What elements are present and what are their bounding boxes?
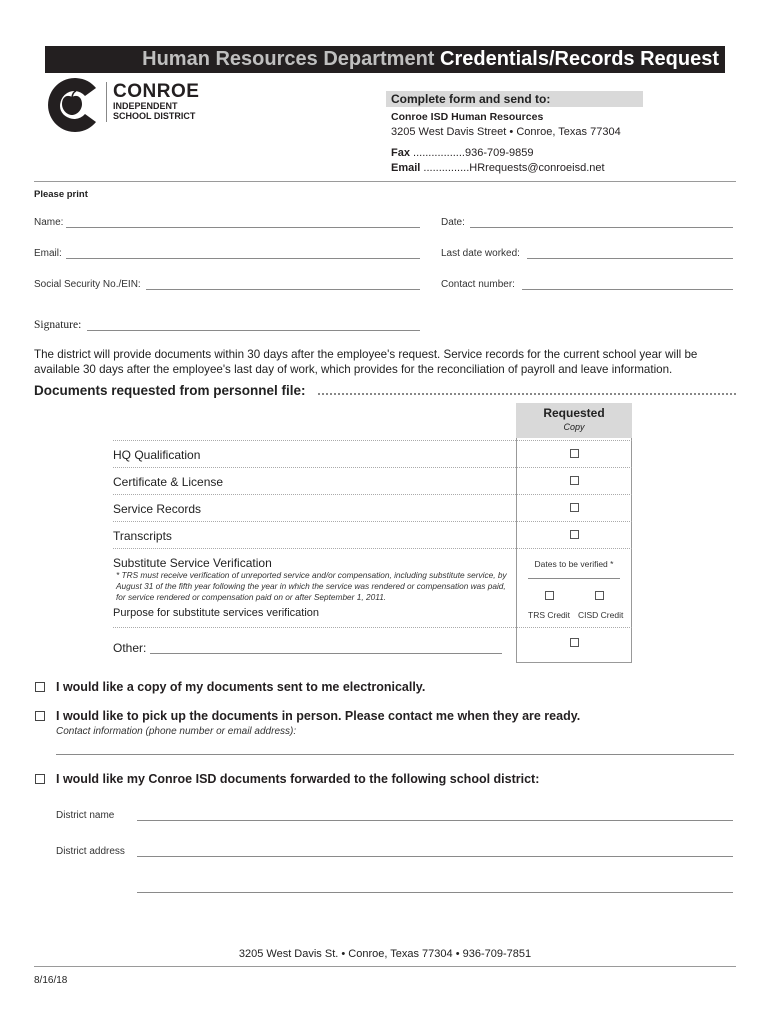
other-label: Other: [113, 641, 147, 655]
footer-divider [34, 966, 736, 967]
checkbox-transcripts[interactable] [570, 530, 579, 539]
checkbox-pickup[interactable] [35, 711, 45, 721]
row-divider [113, 467, 632, 468]
row-divider [113, 494, 632, 495]
ssn-field[interactable] [146, 279, 420, 290]
documents-heading: Documents requested from personnel file: [34, 383, 306, 398]
district-address-label: District address [56, 846, 125, 857]
doc-item-service-records: Service Records [113, 502, 202, 516]
checkbox-certificate-license[interactable] [570, 476, 579, 485]
checkbox-trs-credit[interactable] [545, 591, 554, 600]
purpose-label: Purpose for substitute services verification [113, 607, 320, 619]
doc-item-substitute-verification: Substitute Service Verification [113, 556, 272, 570]
last-date-label: Last date worked: [441, 248, 520, 259]
checkbox-cisd-credit[interactable] [595, 591, 604, 600]
processing-notice: The district will provide documents within 30 days after the employee's request. Service records for the current school year will be available 30 days after the employee's last day of work, which provides for the reconciliation of payroll and leave information. [34, 348, 698, 376]
please-print-label: Please print [34, 189, 88, 200]
revision-date: 8/16/18 [34, 975, 68, 986]
row-divider [113, 548, 632, 549]
requested-column-header: Requested Copy [516, 403, 632, 438]
contact-info-label: Contact information (phone number or email address): [56, 726, 297, 737]
date-field[interactable] [470, 217, 733, 228]
documents-heading-rule [318, 393, 736, 395]
title-form-name: Credentials/Records Request [440, 48, 719, 70]
signature-field[interactable] [87, 320, 420, 331]
send-to-heading: Complete form and send to: [386, 91, 643, 107]
district-name-field[interactable] [137, 810, 733, 821]
signature-label: Signature: [34, 319, 82, 331]
logo-divider [106, 82, 107, 122]
district-name-label: District name [56, 810, 115, 821]
date-label: Date: [441, 217, 465, 228]
contact-label: Contact number: [441, 279, 515, 290]
last-date-field[interactable] [527, 248, 733, 259]
header-divider [34, 181, 736, 182]
district-address-field-2[interactable] [137, 882, 733, 893]
district-address-field[interactable] [137, 846, 733, 857]
substitute-note: * TRS must receive verification of unreported service and/or compensation, including substitute service, by August 31 of the fifth year following the year in which the service was rendered or compensation was paid, for service rendered or compensation paid on or after September 1, 2011. [116, 570, 507, 602]
cisd-credit-label: CISD Credit [578, 610, 624, 620]
logo-subtitle: INDEPENDENT SCHOOL DISTRICT [113, 101, 196, 121]
checkbox-service-records[interactable] [570, 503, 579, 512]
send-to-org: Conroe ISD Human Resources [391, 111, 544, 123]
doc-item-hq-qualification: HQ Qualification [113, 448, 201, 462]
send-to-fax: Fax .................936-709-9859 [391, 147, 534, 159]
row-divider [113, 627, 632, 628]
row-divider [113, 440, 632, 441]
ssn-label: Social Security No./EIN: [34, 279, 141, 290]
dates-verified-field[interactable] [528, 569, 620, 579]
option-pickup: I would like to pick up the documents in person. Please contact me when they are ready. [56, 709, 581, 723]
row-divider [113, 521, 632, 522]
doc-item-transcripts: Transcripts [113, 529, 172, 543]
send-to-email: Email ...............HRrequests@conroeisd.net [391, 162, 605, 174]
email-label: Email: [34, 248, 62, 259]
trs-credit-label: TRS Credit [528, 610, 571, 620]
checkbox-electronic[interactable] [35, 682, 45, 692]
name-label: Name: [34, 217, 64, 228]
contact-field[interactable] [522, 279, 733, 290]
page-title-bar [45, 46, 725, 73]
checkbox-other[interactable] [570, 638, 579, 647]
name-field[interactable] [66, 217, 420, 228]
checkbox-forward[interactable] [35, 774, 45, 784]
checkbox-hq-qualification[interactable] [570, 449, 579, 458]
email-field[interactable] [66, 248, 420, 259]
title-department: Human Resources Department [142, 48, 435, 70]
dates-verified-label: Dates to be verified * [534, 559, 614, 569]
other-field[interactable] [150, 643, 502, 654]
send-to-address: 3205 West Davis Street • Conroe, Texas 77304 [391, 126, 621, 138]
option-electronic: I would like a copy of my documents sent to me electronically. [56, 680, 426, 694]
logo-name: CONROE [113, 81, 200, 102]
apple-icon [44, 76, 104, 134]
doc-item-certificate-license: Certificate & License [113, 475, 224, 489]
option-forward: I would like my Conroe ISD documents forwarded to the following school district: [56, 772, 540, 786]
footer-address: 3205 West Davis St. • Conroe, Texas 77304 • 936-709-7851 [238, 948, 532, 960]
contact-info-field[interactable] [56, 744, 734, 755]
